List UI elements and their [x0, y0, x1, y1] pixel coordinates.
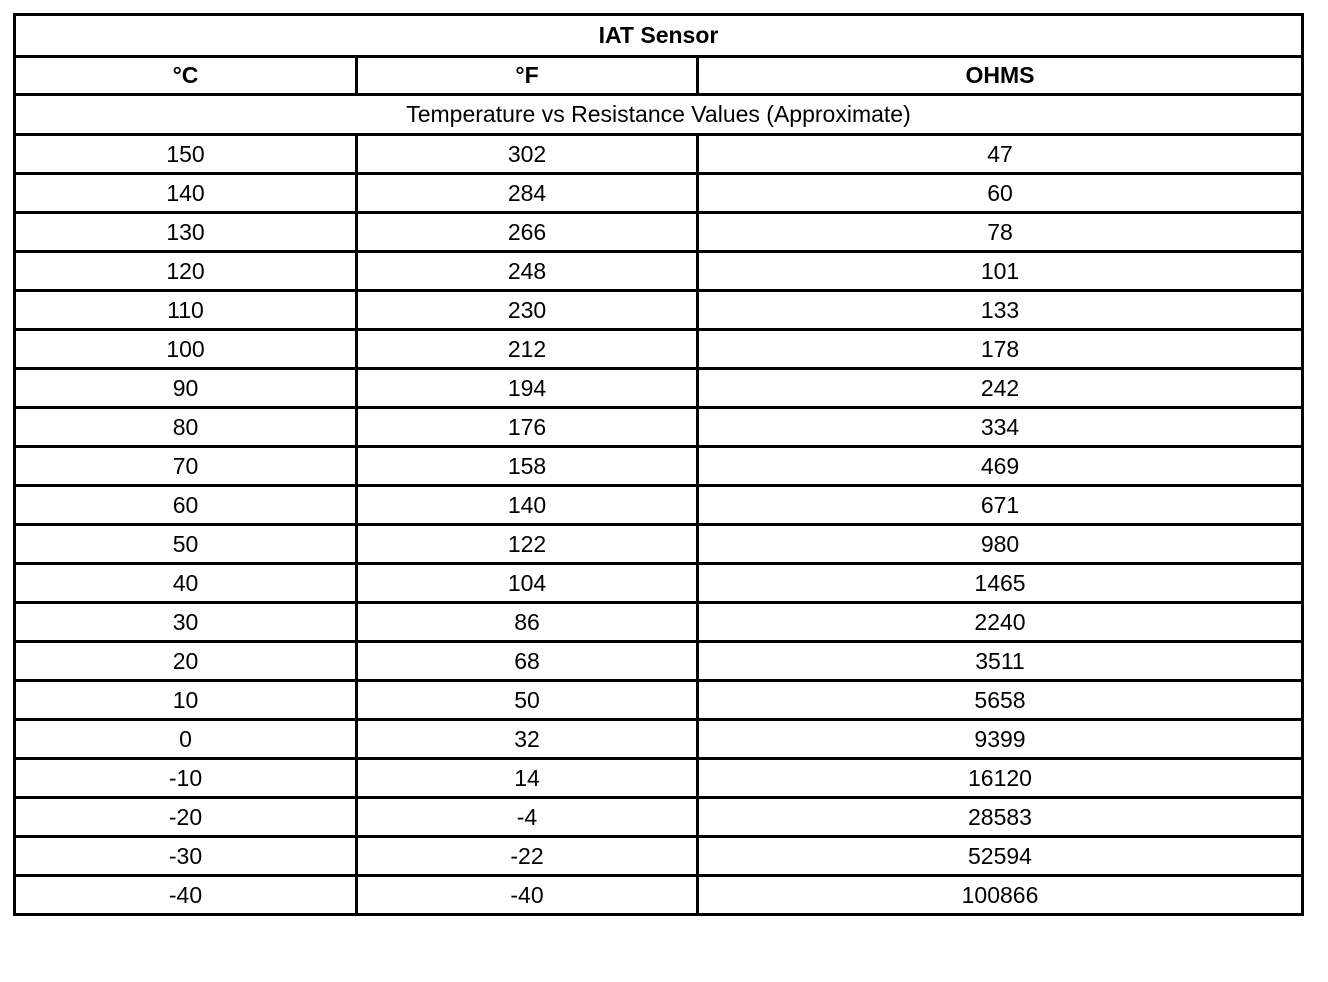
- ohms-cell: 469: [698, 447, 1303, 486]
- fahrenheit-cell: 176: [357, 408, 698, 447]
- fahrenheit-cell: 140: [357, 486, 698, 525]
- celsius-cell: -10: [15, 759, 357, 798]
- fahrenheit-cell: 302: [357, 135, 698, 174]
- celsius-cell: 140: [15, 174, 357, 213]
- table-body: [15, 135, 1303, 915]
- fahrenheit-cell: 284: [357, 174, 698, 213]
- table-row: [15, 720, 1303, 759]
- ohms-cell: 16120: [698, 759, 1303, 798]
- table-row: [15, 525, 1303, 564]
- ohms-cell: 78: [698, 213, 1303, 252]
- table-row: [15, 408, 1303, 447]
- ohms-cell: 60: [698, 174, 1303, 213]
- iat-sensor-table: [13, 13, 1304, 916]
- celsius-cell: -20: [15, 798, 357, 837]
- ohms-cell: 671: [698, 486, 1303, 525]
- header-celsius: °C: [15, 57, 357, 95]
- celsius-cell: 100: [15, 330, 357, 369]
- fahrenheit-cell: 32: [357, 720, 698, 759]
- celsius-cell: 0: [15, 720, 357, 759]
- header-fahrenheit: °F: [357, 57, 698, 95]
- celsius-cell: 150: [15, 135, 357, 174]
- ohms-cell: 334: [698, 408, 1303, 447]
- ohms-cell: 47: [698, 135, 1303, 174]
- table-row: [15, 798, 1303, 837]
- ohms-cell: 9399: [698, 720, 1303, 759]
- table-row: [15, 174, 1303, 213]
- fahrenheit-cell: 194: [357, 369, 698, 408]
- ohms-cell: 178: [698, 330, 1303, 369]
- ohms-cell: 980: [698, 525, 1303, 564]
- table-subtitle: Temperature vs Resistance Values (Approximate): [15, 95, 1303, 135]
- celsius-cell: 70: [15, 447, 357, 486]
- fahrenheit-cell: 212: [357, 330, 698, 369]
- celsius-cell: 20: [15, 642, 357, 681]
- table-subtitle-row: [15, 95, 1303, 135]
- table-row: [15, 369, 1303, 408]
- fahrenheit-cell: 230: [357, 291, 698, 330]
- celsius-cell: 80: [15, 408, 357, 447]
- table-row: [15, 291, 1303, 330]
- fahrenheit-cell: 50: [357, 681, 698, 720]
- table-row: [15, 486, 1303, 525]
- ohms-cell: 1465: [698, 564, 1303, 603]
- celsius-cell: 40: [15, 564, 357, 603]
- fahrenheit-cell: -4: [357, 798, 698, 837]
- celsius-cell: 120: [15, 252, 357, 291]
- celsius-cell: 30: [15, 603, 357, 642]
- ohms-cell: 3511: [698, 642, 1303, 681]
- ohms-cell: 52594: [698, 837, 1303, 876]
- table-row: [15, 681, 1303, 720]
- table-row: [15, 759, 1303, 798]
- fahrenheit-cell: -22: [357, 837, 698, 876]
- fahrenheit-cell: 14: [357, 759, 698, 798]
- table-row: [15, 876, 1303, 915]
- ohms-cell: 100866: [698, 876, 1303, 915]
- ohms-cell: 5658: [698, 681, 1303, 720]
- ohms-cell: 133: [698, 291, 1303, 330]
- table-header-row: [15, 57, 1303, 95]
- celsius-cell: -40: [15, 876, 357, 915]
- celsius-cell: 110: [15, 291, 357, 330]
- fahrenheit-cell: -40: [357, 876, 698, 915]
- fahrenheit-cell: 158: [357, 447, 698, 486]
- table-row: [15, 603, 1303, 642]
- celsius-cell: 130: [15, 213, 357, 252]
- ohms-cell: 28583: [698, 798, 1303, 837]
- ohms-cell: 2240: [698, 603, 1303, 642]
- table-row: [15, 564, 1303, 603]
- celsius-cell: 60: [15, 486, 357, 525]
- ohms-cell: 101: [698, 252, 1303, 291]
- ohms-cell: 242: [698, 369, 1303, 408]
- table-row: [15, 837, 1303, 876]
- fahrenheit-cell: 86: [357, 603, 698, 642]
- celsius-cell: -30: [15, 837, 357, 876]
- fahrenheit-cell: 266: [357, 213, 698, 252]
- fahrenheit-cell: 68: [357, 642, 698, 681]
- table-title-row: [15, 15, 1303, 57]
- celsius-cell: 10: [15, 681, 357, 720]
- table-row: [15, 213, 1303, 252]
- fahrenheit-cell: 248: [357, 252, 698, 291]
- header-ohms: OHMS: [698, 57, 1303, 95]
- fahrenheit-cell: 104: [357, 564, 698, 603]
- fahrenheit-cell: 122: [357, 525, 698, 564]
- table-row: [15, 447, 1303, 486]
- celsius-cell: 50: [15, 525, 357, 564]
- table-row: [15, 135, 1303, 174]
- celsius-cell: 90: [15, 369, 357, 408]
- table-row: [15, 330, 1303, 369]
- table-title: IAT Sensor: [15, 15, 1303, 57]
- table-row: [15, 252, 1303, 291]
- table-row: [15, 642, 1303, 681]
